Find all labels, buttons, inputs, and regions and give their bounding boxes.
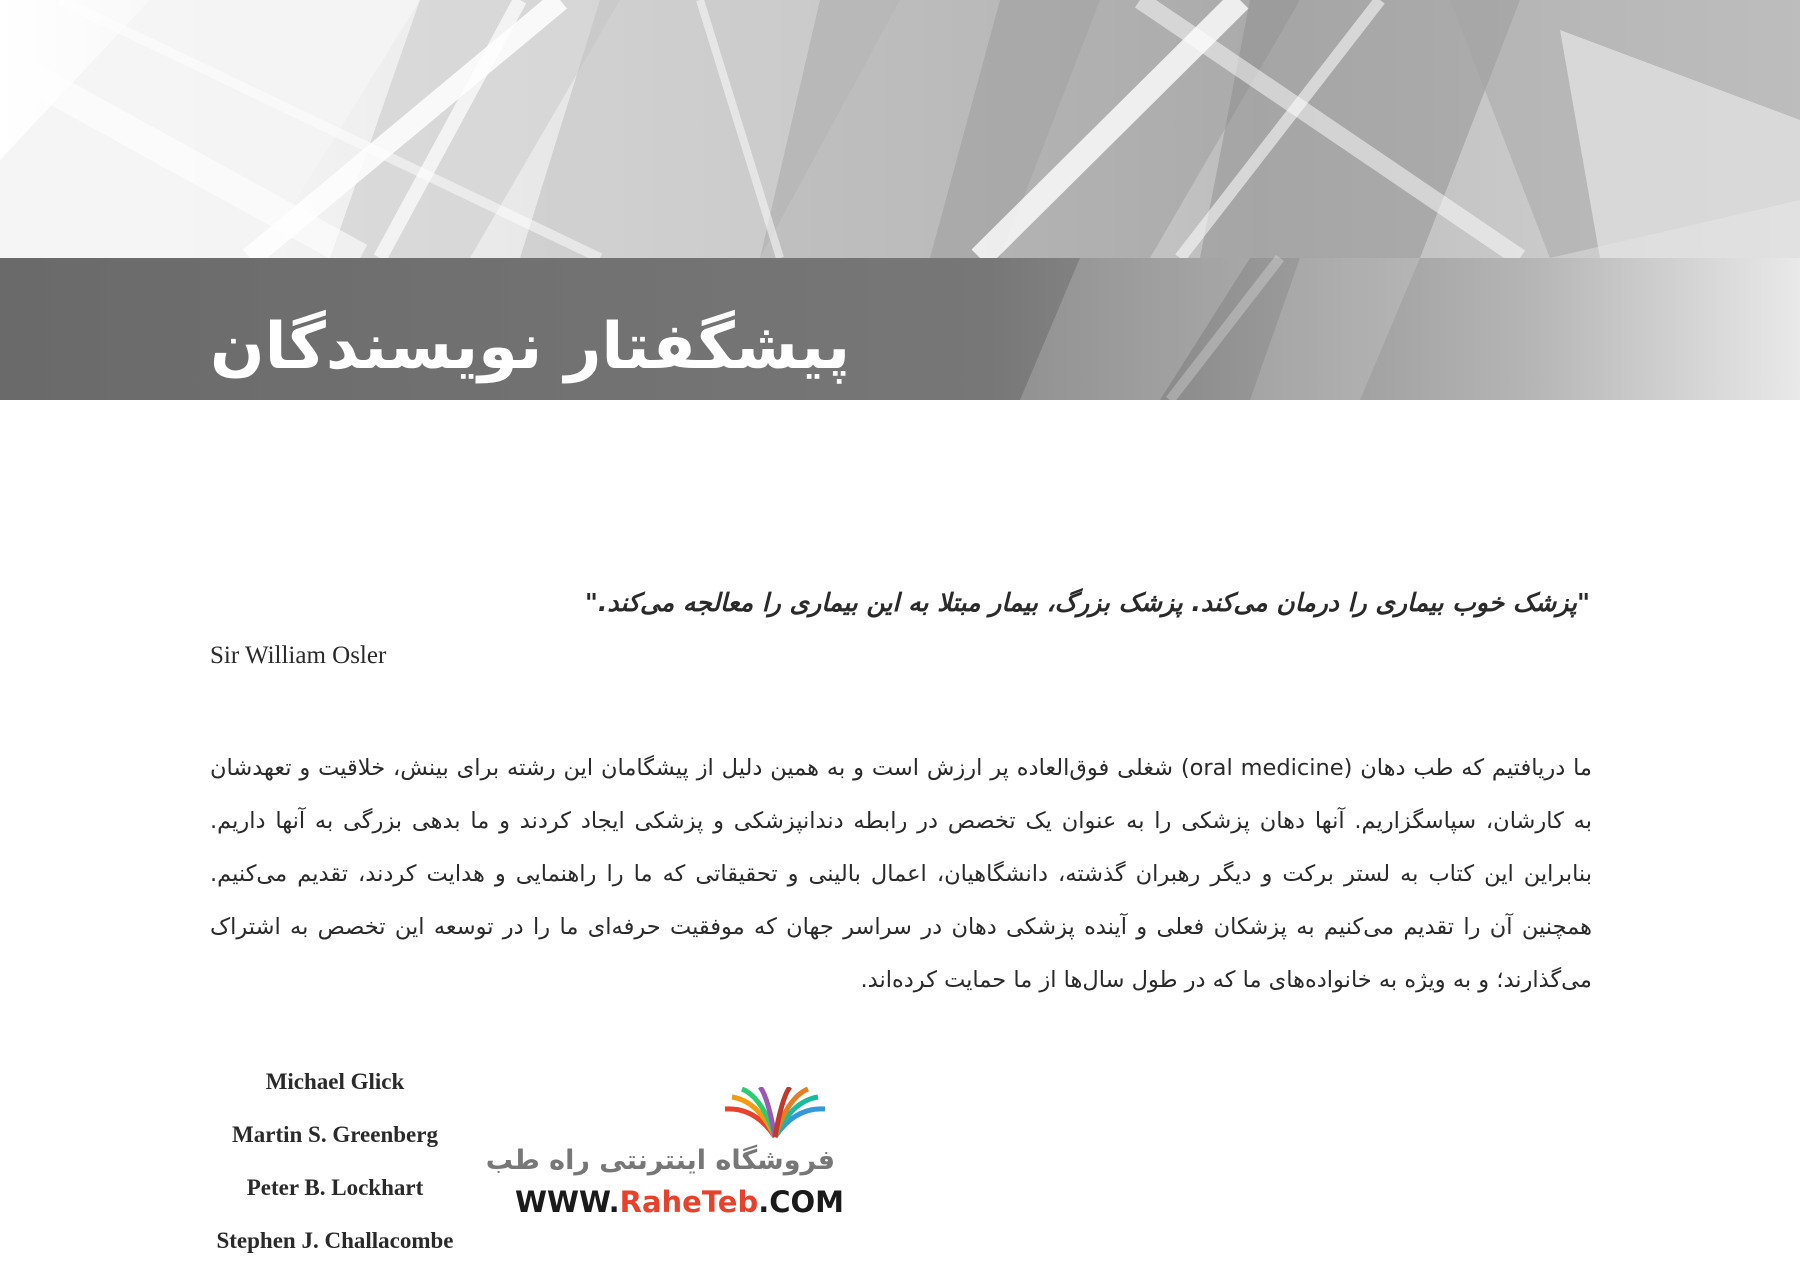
author-name: Peter B. Lockhart — [246, 1175, 424, 1200]
epigraph-author: Sir William Osler — [210, 642, 387, 669]
epigraph-quote: "پزشک خوب بیماری را درمان می‌کند. پزشک بزرگ، بیمار مبتلا به این بیماری را معالجه می‌کند." — [584, 588, 1590, 617]
author-name: Stephen J. Challacombe — [216, 1228, 454, 1253]
url-brand: RaheTeb — [619, 1185, 759, 1219]
page-title: پیشگفتار نویسندگان — [210, 310, 851, 384]
store-url — [515, 1185, 844, 1219]
header-banner — [0, 0, 1800, 400]
url-prefix: WWW. — [515, 1185, 620, 1219]
open-book-rainbow-icon — [720, 1087, 830, 1143]
author-name: Michael Glick — [265, 1069, 405, 1094]
preface-body: ما دریافتیم که طب دهان (oral medicine) شغلی فوق‌العاده پر ارزش است و به همین دلیل از پیشگامان این رشته برای بینش، خلاقیت و تعهدشان به کارشان، سپاسگزاریم. آنها دهان پزشکی را به عنوان یک تخصص در رابطه دندانپزشکی و پزشکی ایجاد کردند و ما بدهی بزرگی به آنها داریم. بنابراین این کتاب به لستر برکت و دیگر رهبران گذشته، دانشگاهیان، اعمال بالینی و تحقیقاتی که ما را راهنمایی و هدایت کردند، تقدیم می‌کنیم. همچنین آن را تقدیم می‌کنیم به پزشکان فعلی و آینده پزشکی دهان در سراسر جهان که موفقیت حرفه‌ای ما را در توسعه این تخصص به اشتراک می‌گذارند؛ و به ویژه به خانواده‌های ما که در طول سال‌ها از ما حمایت کرده‌اند. — [210, 755, 1592, 993]
store-name: فروشگاه اینترنتی راه طب — [485, 1145, 835, 1176]
store-watermark — [485, 1085, 845, 1219]
url-suffix: .COM — [758, 1185, 845, 1219]
author-name: Martin S. Greenberg — [232, 1122, 438, 1147]
